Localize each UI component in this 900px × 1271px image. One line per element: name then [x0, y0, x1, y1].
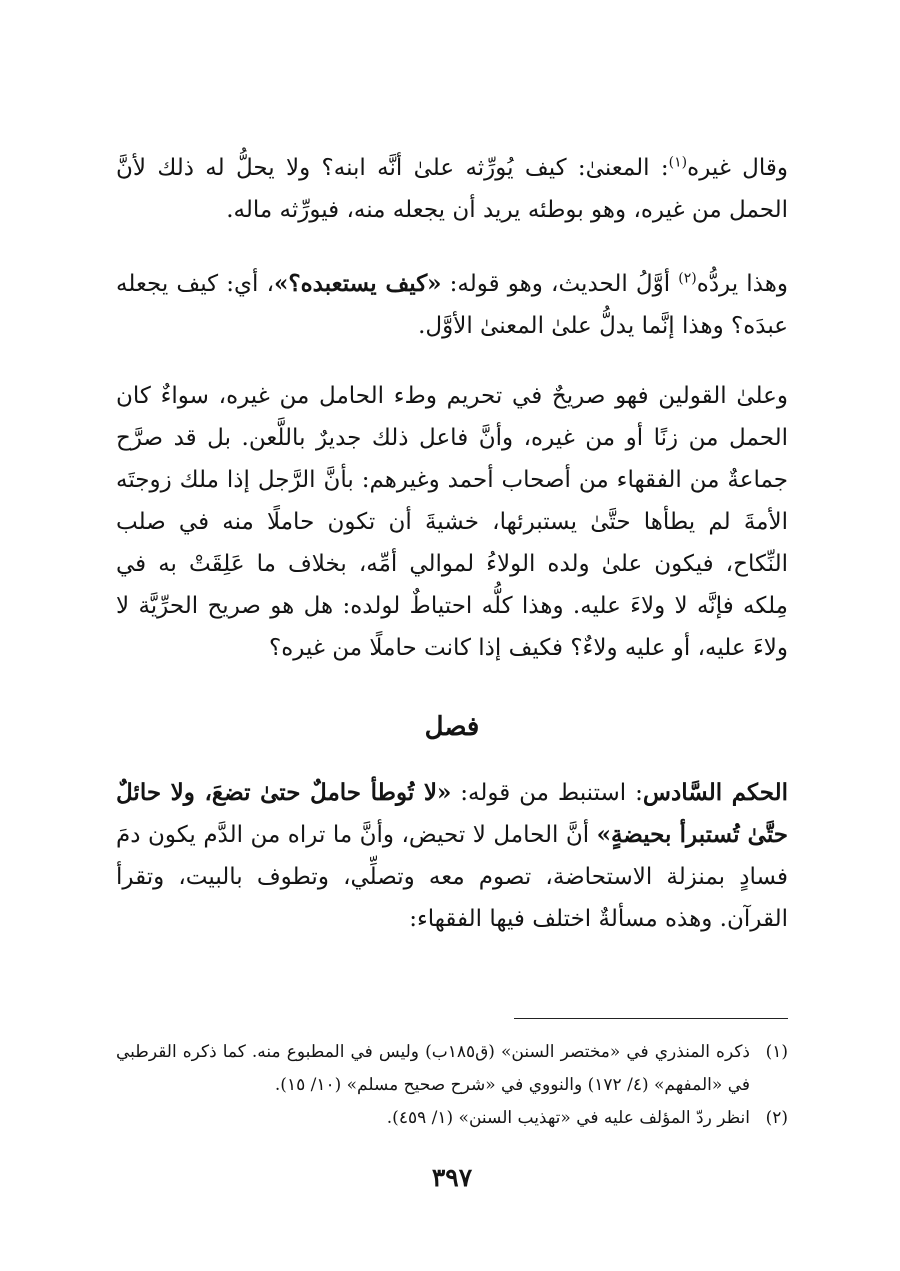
- footnote-1-number: (١): [765, 1042, 788, 1062]
- paragraph-1: [116, 147, 788, 231]
- paragraph-4-text: : استنبط من قوله:: [451, 780, 643, 806]
- paragraph-1-text: وقال غيره: [687, 155, 789, 181]
- footnote-ref-1[interactable]: (١): [668, 154, 688, 171]
- page-number: ٣٩٧: [431, 1163, 473, 1192]
- ruling-title: الحكم السَّادس: [642, 779, 788, 806]
- footnote-1: [116, 1036, 788, 1102]
- hadith-quote-2: «لا تُوطأ حاملٌ حتىٰ تضعَ، ولا حائلٌ حتَّىٰ تُستبرأ بحيضةٍ»: [116, 779, 788, 848]
- paragraph-2-text: وهذا يردُّه: [696, 271, 788, 297]
- paragraph-1-text-cont: : المعنىٰ: كيف يُورِّثه علىٰ أنَّه ابنه؟ ولا يحلُّ له ذلك لأنَّ الحمل من غيره، وهو بوطئه يريد أن يجعله منه، فيورِّثه ماله.: [116, 155, 788, 223]
- paragraph-3-text: وعلىٰ القولين فهو صريحٌ في تحريم وطء الحامل من غيره، سواءٌ كان الحمل من زنًا أو من غيره، وأنَّ فاعل ذلك جديرٌ باللَّعن. بل قد صرَّح جماعةٌ من الفقهاء من أصحاب أحمد وغيرهم: بأنَّ الرَّجل إذا ملك زوجتَه الأمةَ لم يطأها حتَّىٰ يستبرئها، خشيةَ أن تكون حاملًا منه في صلب النِّكاح، فيكون علىٰ ولده الولاءُ لموالي أمِّه، بخلاف ما عَلِقَتْ به في مِلكه فإنَّه لا ولاءَ عليه. وهذا كلُّه احتياطٌ لولده: هل هو صريح الحرِّيَّة لا ولاءَ عليه، أو عليه ولاءٌ؟ فكيف إذا كانت حاملًا من غيره؟: [116, 383, 788, 661]
- paragraph-4: [116, 772, 788, 940]
- paragraph-2-text-end: ، أي: كيف يجعله عبدَه؟ وهذا إنَّما يدلُّ علىٰ المعنىٰ الأوَّل.: [116, 271, 788, 339]
- footnote-2-number: (٢): [765, 1108, 788, 1128]
- footnote-2-text: انظر ردّ المؤلف عليه في «تهذيب السنن» (١/ ٤٥٩).: [386, 1108, 750, 1128]
- footnote-divider: [514, 1018, 788, 1019]
- paragraph-3: [116, 375, 788, 669]
- hadith-quote: «كيف يستعبده؟»: [274, 270, 442, 297]
- paragraph-2-text-cont: أوَّلُ الحديث، وهو قوله:: [441, 271, 679, 297]
- footnote-1-text: ذكره المنذري في «مختصر السنن» (ق١٨٥ب) وليس في المطبوع منه. كما ذكره القرطبي في «المفهم» (٤/ ١٧٢) والنووي في «شرح صحيح مسلم» (١٠/ ١٥).: [116, 1042, 750, 1095]
- paragraph-2: [116, 263, 788, 347]
- footnote-2: [116, 1102, 788, 1135]
- footnote-ref-2[interactable]: (٢): [678, 270, 697, 287]
- section-heading: فصل: [424, 712, 480, 742]
- paragraph-4-text-cont: أنَّ الحامل لا تحيض، وأنَّ ما تراه من الدَّم يكون دمَ فسادٍ بمنزلة الاستحاضة، تصوم معه وتصلِّي، وتطوف بالبيت، وتقرأ القرآن. وهذه مسألةٌ اختلف فيها الفقهاء:: [116, 822, 788, 932]
- footnotes: [116, 1036, 788, 1135]
